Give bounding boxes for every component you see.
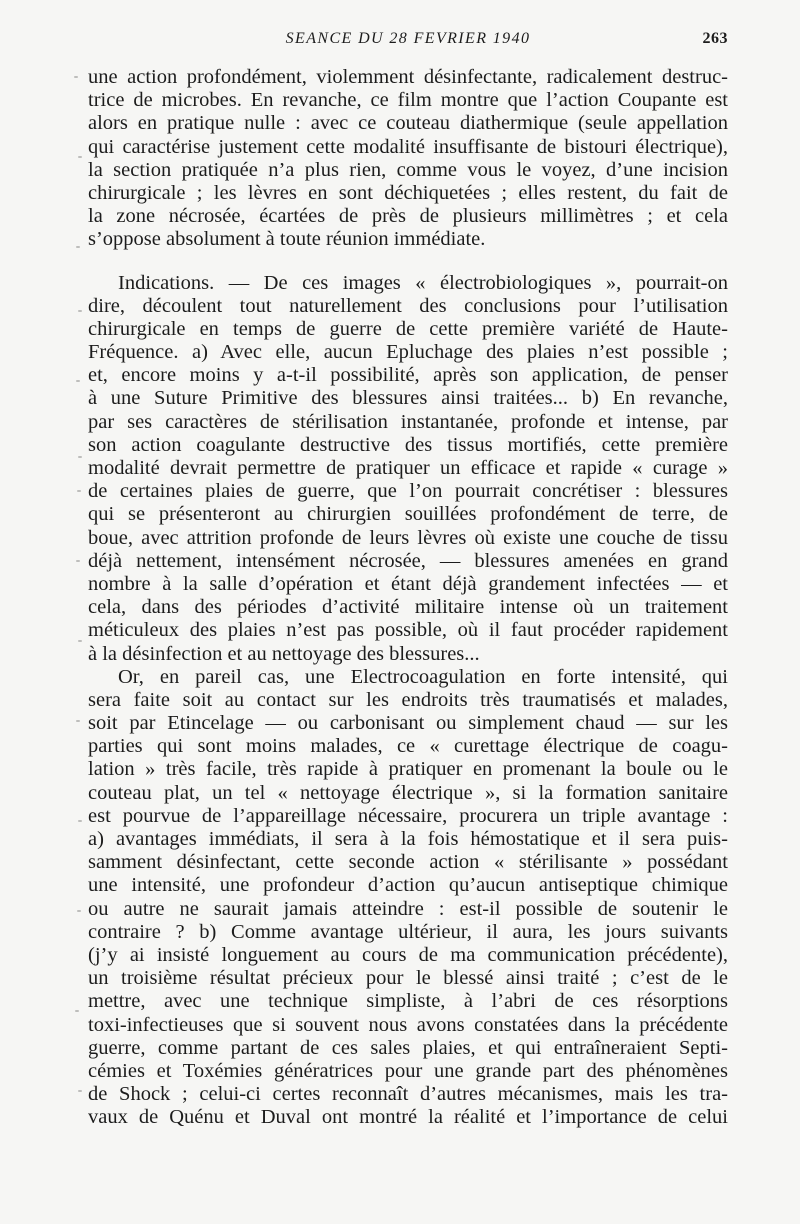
text-line: de Shock ; celui-ci certes reconnaît d’autres mécanismes, mais les tra- [88, 1083, 728, 1106]
text-line: modalité devrait permettre de pratiquer un efficace et rapide « curage » [88, 457, 728, 479]
text-line: son action coagulante destructive des tissus mortifiés, cette première [88, 433, 728, 456]
text-line: de certaines plaies de guerre, que l’on pourrait concrétiser : blessures [88, 480, 728, 503]
text-line: une intensité, une profondeur d’action qu’aucun antiseptique chimique [88, 874, 728, 897]
text-line: parties qui sont moins malades, ce « curettage électrique de coagu- [88, 735, 728, 758]
text-line: un troisième résultat précieux pour le blessé ainsi traité ; c’est de le [88, 967, 728, 990]
text-line: (j’y ai insisté longuement au cours de ma communication précédente), [88, 943, 728, 966]
text-line: une action profondément, violemment désinfectante, radicalement destruc- [88, 66, 728, 88]
speck [75, 1010, 79, 1012]
text-line: et, encore moins y a-t-il possibilité, après son application, de penser [88, 364, 728, 387]
speck [78, 156, 82, 158]
speck [74, 76, 78, 78]
speck [76, 246, 80, 248]
speck [77, 910, 81, 912]
speck [76, 720, 80, 722]
page-number: 263 [702, 30, 728, 47]
speck [78, 310, 82, 312]
text-line: cémies et Toxémies génératrices pour une grande part des phénomènes [88, 1059, 728, 1082]
margin-specks [72, 60, 86, 1140]
text-line: qui se présenteront au chirurgien souillées profondément de terre, de [88, 503, 728, 526]
text-line: qui caractérise justement cette modalité insuffisante de bistouri électrique), [88, 135, 728, 158]
text-line: mettre, avec une technique simpliste, à l’abri de ces résorptions [88, 990, 728, 1013]
speck [76, 560, 80, 562]
text-line: soit par Etincelage — ou carbonisant ou simplement chaud — sur les [88, 712, 728, 735]
running-title: SEANCE DU 28 FEVRIER 1940 [285, 30, 531, 47]
text-line: lation » très facile, très rapide à pratiquer en promenant la boule ou le [88, 758, 728, 781]
speck [78, 820, 82, 822]
speck [76, 380, 80, 382]
text-line: s’oppose absolument à toute réunion immédiate. [88, 228, 486, 251]
text-line: dire, découlent tout naturellement des conclusions pour l’utilisation [88, 294, 728, 317]
text-line: Fréquence. a) Avec elle, aucun Epluchage des plaies n’est possible ; [88, 341, 728, 364]
speck [78, 1090, 82, 1092]
text-line: contraire ? b) Comme avantage ultérieur, il aura, les jours suivants [88, 920, 728, 943]
body-text [88, 66, 728, 1129]
text-line: méticuleux des plaies n’est pas possible, où il faut procéder rapidement [88, 619, 728, 642]
text-line: Or, en pareil cas, une Electrocoagulation en forte intensité, qui [118, 665, 728, 688]
text-line: la section pratiquée n’a plus rien, comme vous le voyez, d’une incision [88, 158, 728, 181]
text-line: toxi-infectieuses que si souvent nous avons constatées dans la précédente [88, 1013, 728, 1036]
text-line: cela, dans des périodes d’activité militaire intense où un traitement [88, 596, 728, 619]
text-line: la zone nécrosée, écartées de près de plusieurs millimètres ; et cela [88, 205, 728, 228]
text-line: ou autre ne saurait jamais atteindre : est-il possible de soutenir le [88, 897, 728, 920]
text-line: par ses caractères de stérilisation instantanée, profonde et intense, par [88, 410, 728, 433]
text-line: chirurgicale ; les lèvres en sont déchiquetées ; elles restent, du fait de [88, 181, 728, 204]
text-line: alors en pratique nulle : avec ce couteau diathermique (seule appellation [88, 112, 728, 135]
text-line: guerre, comme partant de ces sales plaies, et qui entraîneraient Septi- [88, 1036, 728, 1059]
text-line: couteau plat, un tel « nettoyage électrique », si la formation sanitaire [88, 781, 728, 804]
text-line: à la désinfection et au nettoyage des blessures... [88, 642, 480, 665]
text-line: sera faite soit au contact sur les endroits très traumatisés et malades, [88, 688, 728, 711]
text-line: Indications. — De ces images « électrobiologiques », pourrait-on [118, 271, 728, 294]
text-line: samment désinfectant, cette seconde action « stérilisante » possédant [88, 851, 728, 874]
text-line: déjà nettement, intensément nécrosée, — blessures amenées en grand [88, 549, 728, 572]
text-line: a) avantages immédiats, il sera à la fois hémostatique et il sera puis- [88, 828, 728, 850]
running-head [88, 30, 728, 56]
text-line: vaux de Quénu et Duval ont montré la réalité et l’importance de celui [88, 1106, 728, 1129]
speck [77, 490, 81, 492]
speck [78, 640, 82, 642]
text-line: trice de microbes. En revanche, ce film montre que l’action Coupante est [88, 89, 728, 112]
text-line: chirurgicale en temps de guerre de cette première variété de Haute- [88, 317, 728, 340]
text-line: nombre à la salle d’opération et étant déjà grandement infectées — et [88, 572, 728, 595]
speck [78, 456, 82, 458]
text-line: boue, avec attrition profonde de leurs lèvres où existe une couche de tissu [88, 526, 728, 549]
text-line: est pourvue de l’appareillage nécessaire, procurera un triple avantage : [88, 804, 728, 827]
paragraph-gap [88, 252, 728, 272]
text-line: à une Suture Primitive des blessures ainsi traitées... b) En revanche, [88, 387, 728, 410]
